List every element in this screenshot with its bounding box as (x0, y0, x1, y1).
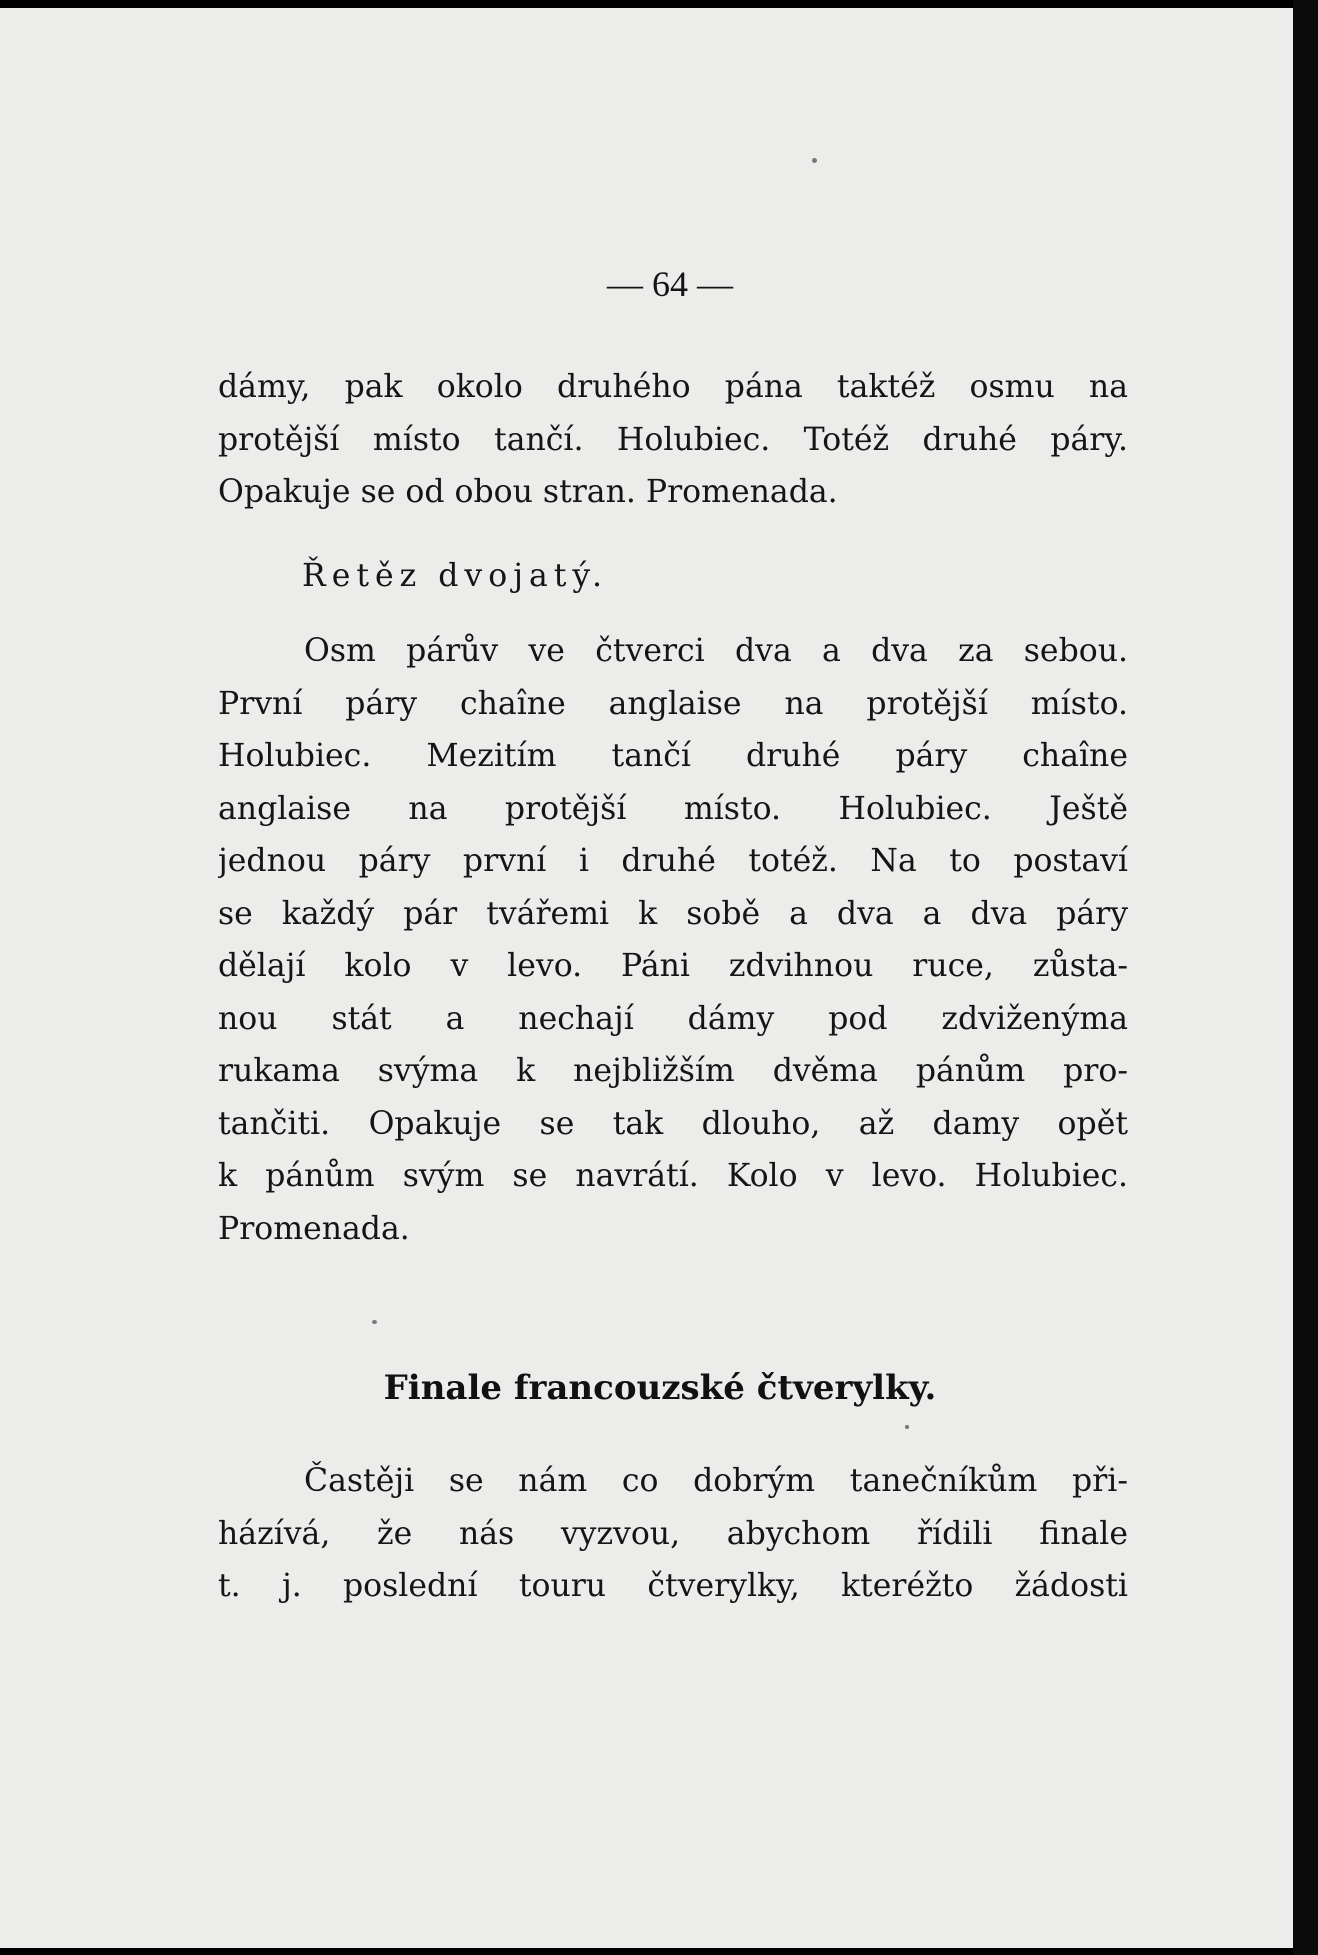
text-line: tančiti. Opakuje se tak dlouho, až damy opět (218, 1105, 1128, 1142)
text-line: rukama svýma k nejbližším dvěma pánům pro- (218, 1053, 1128, 1089)
subheading: Řetěz dvojatý. (302, 558, 609, 594)
text-line: házívá, že nás vyzvou, abychom řídili finale (218, 1515, 1128, 1552)
scan-border (1293, 0, 1318, 1955)
paper-speck (905, 1425, 909, 1429)
text-line: Častěji se nám co dobrým tanečníkům při- (304, 1463, 1128, 1499)
text-line: První páry chaîne anglaise na protější místo. (218, 685, 1128, 722)
text-line: Holubiec. Mezitím tančí druhé páry chaîne (218, 738, 1128, 774)
paper-speck (372, 1320, 377, 1324)
text-line: se každý pár tvářemi k sobě a dva a dva páry (218, 895, 1128, 932)
text-line: Osm párův ve čtverci dva a dva za sebou. (304, 633, 1128, 669)
text-line: jednou páry první i druhé totéž. Na to postaví (218, 843, 1128, 879)
text-line: nou stát a nechají dámy pod zdviženýma (218, 1000, 1128, 1037)
paragraph-continuation (218, 361, 1128, 519)
text-line: k pánům svým se navrátí. Kolo v levo. Holubiec. (218, 1158, 1128, 1194)
text-line: Promenada. (218, 1210, 410, 1247)
text-line: anglaise na protější místo. Holubiec. Ještě (218, 790, 1128, 827)
paragraph-retez-dvojaty (218, 625, 1128, 1255)
page-number: — 64 — (607, 264, 733, 304)
section-heading: Finale francouzské čtverylky. (383, 1368, 937, 1408)
paragraph-finale (218, 1455, 1128, 1613)
text-line: t. j. poslední touru čtverylky, kteréžto žádosti (218, 1568, 1128, 1604)
book-page (0, 8, 1293, 1948)
text-line: dámy, pak okolo druhého pána taktéž osmu na (218, 369, 1128, 405)
text-line: Opakuje se od obou stran. Promenada. (218, 474, 838, 510)
paper-speck (812, 158, 817, 163)
text-line: protější místo tančí. Holubiec. Totéž druhé páry. (218, 421, 1128, 458)
text-line: dělají kolo v levo. Páni zdvihnou ruce, zůsta- (218, 948, 1128, 984)
